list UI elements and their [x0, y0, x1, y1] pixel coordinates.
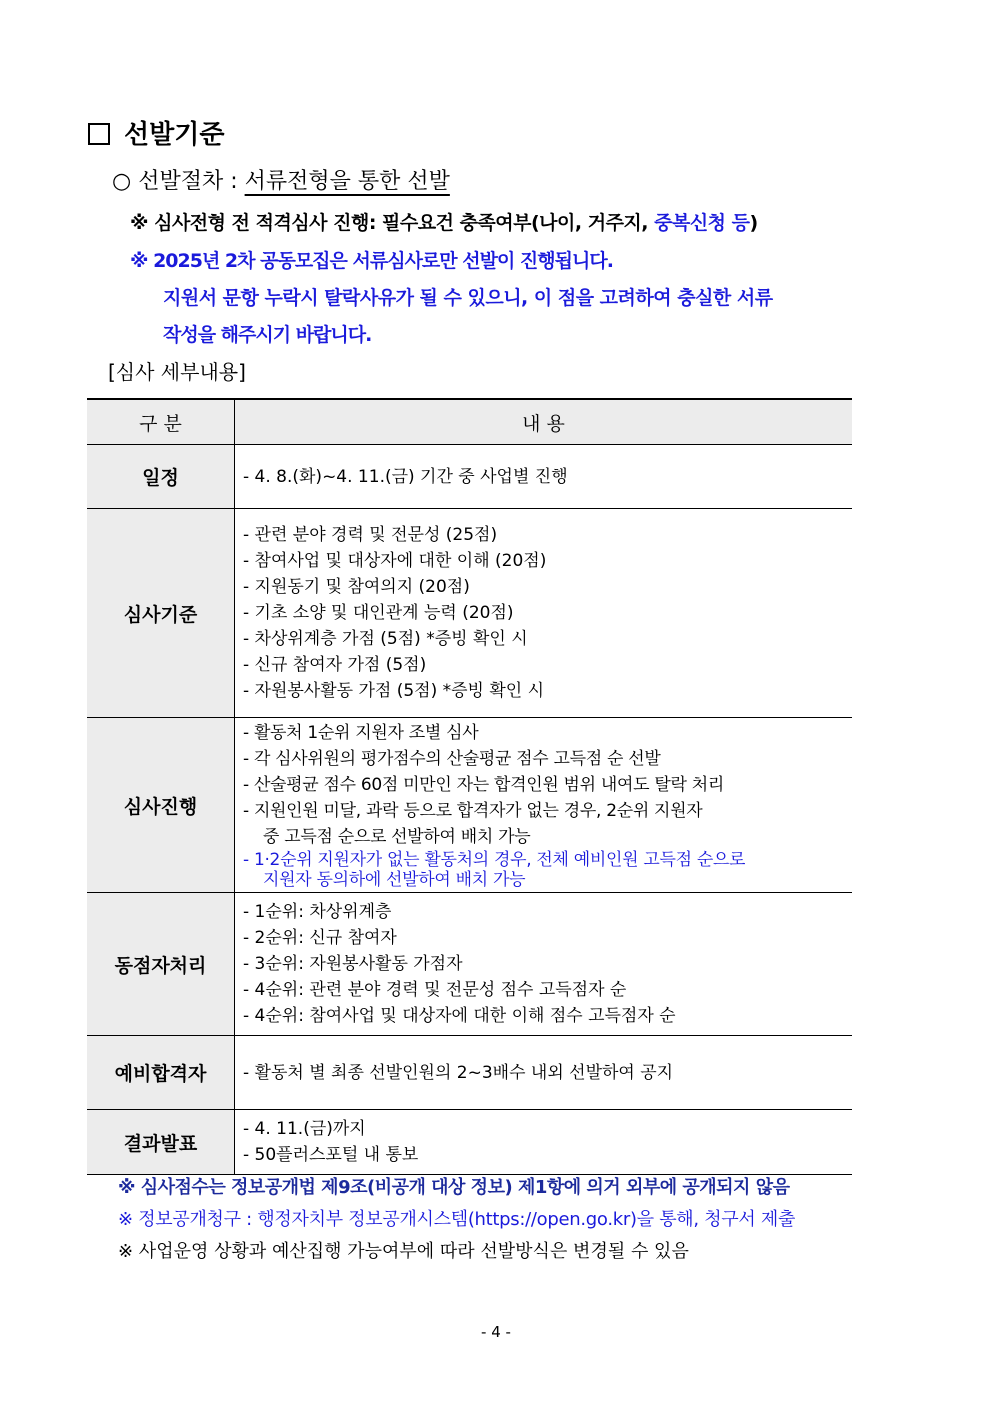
note-eligibility-blue: 중복신청 등	[654, 212, 750, 234]
row-content	[235, 718, 853, 893]
note-eligibility	[130, 208, 758, 235]
procedure-value: 서류전형을 통한 선발	[244, 169, 450, 194]
row-content	[235, 1036, 853, 1110]
row-line: - 기초 소양 및 대인관계 능력 (20점)	[243, 603, 514, 623]
row-line: - 관련 분야 경력 및 전문성 (25점)	[243, 525, 498, 545]
header-category: 구 분	[87, 399, 235, 445]
title-text: 선발기준	[124, 120, 225, 150]
header-content: 내 용	[235, 399, 853, 445]
row-line: - 1순위: 차상위계층	[243, 902, 392, 922]
row-label: 동점자처리	[87, 893, 235, 1036]
row-line: - 자원봉사활동 가점 (5점) *증빙 확인 시	[243, 681, 545, 701]
table-row	[87, 893, 852, 1036]
row-line: - 4순위: 관련 분야 경력 및 전문성 점수 고득점자 순	[243, 980, 627, 1000]
row-line: - 신규 참여자 가점 (5점)	[243, 655, 427, 675]
row-line-blue: - 1·2순위 지원자가 없는 활동처의 경우, 전체 예비인원 고득점 순으로	[243, 850, 746, 870]
note-warning-1: 지원서 문항 누락시 탈락사유가 될 수 있으니, 이 점을 고려하여 충실한 서류	[163, 287, 773, 309]
row-line: - 차상위계층 가점 (5점) *증빙 확인 시	[243, 629, 528, 649]
row-content	[235, 893, 853, 1036]
table-header	[87, 399, 852, 445]
table-row	[87, 1110, 852, 1175]
row-line: - 4. 8.(화)~4. 11.(금) 기간 중 사업별 진행	[243, 466, 568, 487]
row-content	[235, 1110, 853, 1175]
page-number: - 4 -	[481, 1323, 511, 1341]
table-row	[87, 1036, 852, 1110]
row-content	[235, 445, 853, 509]
row-line: - 활동처 별 최종 선발인원의 2~3배수 내외 선발하여 공지	[243, 1062, 674, 1083]
row-line: - 지원인원 미달, 과락 등으로 합격자가 없는 경우, 2순위 지원자	[243, 801, 703, 821]
row-line: - 3순위: 자원봉사활동 가점자	[243, 954, 463, 974]
row-line: 중 고득점 순으로 선발하여 배치 가능	[263, 827, 531, 847]
procedure-label: ○ 선발절차 :	[112, 169, 238, 194]
section-heading: [심사 세부내용]	[108, 360, 246, 384]
row-line: - 참여사업 및 대상자에 대한 이해 (20점)	[243, 551, 547, 571]
note-document-only: ※ 2025년 2차 공동모집은 서류심사로만 선발이 진행됩니다.	[130, 250, 613, 272]
row-line: - 2순위: 신규 참여자	[243, 928, 397, 948]
row-line-blue: 지원자 동의하에 선발하여 배치 가능	[263, 870, 526, 890]
row-line: - 활동처 1순위 지원자 조별 심사	[243, 723, 479, 743]
row-line: - 지원동기 및 참여의지 (20점)	[243, 577, 470, 597]
footnote-confidential: ※ 심사점수는 정보공개법 제9조(비공개 대상 정보) 제1항에 의거 외부에 공개되지 않음	[118, 1177, 790, 1198]
row-label: 일정	[87, 445, 235, 509]
row-label: 심사진행	[87, 718, 235, 893]
checkbox-square-icon	[88, 123, 110, 145]
row-label: 결과발표	[87, 1110, 235, 1175]
row-line: - 4순위: 참여사업 및 대상자에 대한 이해 점수 고득점자 순	[243, 1006, 676, 1026]
criteria-table	[87, 398, 852, 1175]
table-row	[87, 509, 852, 718]
row-label: 심사기준	[87, 509, 235, 718]
footnote-disclosure-request: ※ 정보공개청구 : 행정자치부 정보공개시스템(https://open.go.kr)을 통해, 청구서 제출	[118, 1209, 796, 1230]
row-line: - 각 심사위원의 평가점수의 산술평균 점수 고득점 순 선발	[243, 749, 661, 769]
note-eligibility-close: )	[749, 212, 758, 234]
footnote-subject-to-change: ※ 사업운영 상황과 예산집행 가능여부에 따라 선발방식은 변경될 수 있음	[118, 1241, 689, 1262]
note-warning-2: 작성을 해주시기 바랍니다.	[163, 324, 372, 346]
procedure-line	[112, 164, 450, 195]
row-line: - 4. 11.(금)까지	[243, 1119, 366, 1139]
section-title	[88, 114, 224, 151]
table-row	[87, 445, 852, 509]
row-content	[235, 509, 853, 718]
note-eligibility-text: ※ 심사전형 전 적격심사 진행: 필수요건 충족여부(나이, 거주지,	[130, 212, 655, 234]
row-line: - 50플러스포털 내 통보	[243, 1145, 419, 1165]
row-line: - 산술평균 점수 60점 미만인 자는 합격인원 범위 내여도 탈락 처리	[243, 775, 724, 795]
row-label: 예비합격자	[87, 1036, 235, 1110]
table-row	[87, 718, 852, 893]
